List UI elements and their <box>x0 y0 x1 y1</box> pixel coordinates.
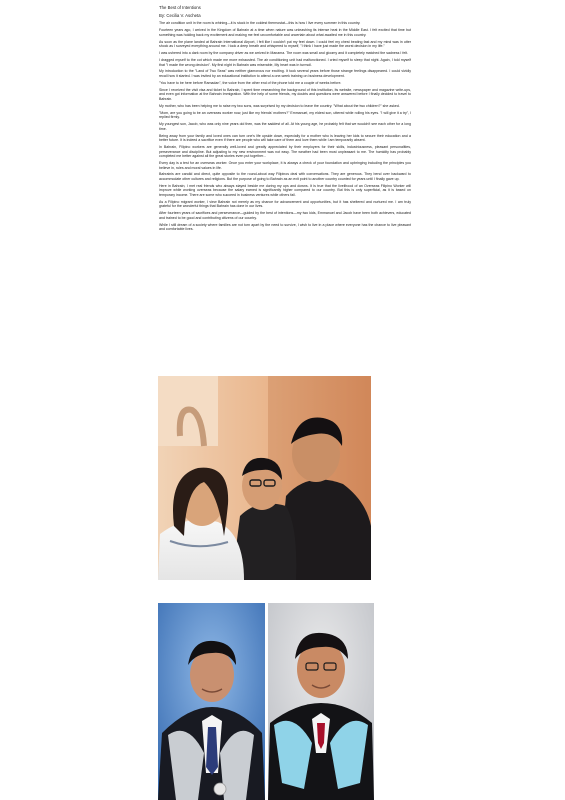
article-paragraph: I dragged myself to the cot which made me more exhausted. The air conditioning unit had malfunctioned. I cried myself to sleep that night. Again, I told myself that "I made the wrong decision". My first night in Bahrain was miserable, My heart was in turmoil. <box>159 58 411 67</box>
article-paragraph: Every day is a test for an overseas worker. Once you enter your workplace, it is always a check of your foundation and upbringing including the principles you believe in, rules and moral values in life. <box>159 160 411 170</box>
article-paragraph: The air condition unit in the room is whining—it is stuck in the coldest thermostat—this is how I live every summer in this country. <box>159 21 361 26</box>
family-photo <box>158 376 371 580</box>
article-paragraph: Since I received the visit visa and ticket to Bahrain, I spent time researching the background of this institution, its website, newspaper and magazine write-ups, and even got information at the Bahrain Immigration. With the help of some friends, my doubts and questions were answered before I finally decided to travel to Bahrain. <box>159 87 411 101</box>
article-paragraph: Fourteen years ago, I arrived in the Kingdom of Bahrain at a time when nature was unleashing its intense heat in the Middle East. I felt excited that time but something was holding back my excitement and making me feel uncomfortable and uncertain about what awaited me in this country. <box>159 28 411 37</box>
article <box>159 5 411 234</box>
article-byline: By: Cecilia V. Ascheta <box>159 13 201 19</box>
article-paragraph: My youngest son, Jacob, who was only nine years old then, was the saddest of all. At his young age, he probably felt that we wouldn't see each other for a long time. <box>159 122 411 131</box>
article-paragraph: Being away from your family and loved ones can turn one's life upside down, especially for a mother who is leaving her kids to secure their education and a better future. It is indeed a sacrifice even if there are people who will take care of them and love them while I am temporarily absent. <box>159 133 411 143</box>
article-title: The Best of Intentions <box>159 5 201 10</box>
article-paragraph: Bahrainis are candid and direct, quite opposite to the round-about way Filipinos deal with conversations. They are generous. They bend over backward to accommodate other cultures and religions. But the purpose of going to Bahrain as an exit point to another country counted for years until I finally gave up. <box>159 172 411 181</box>
graduation-photo-left <box>158 603 265 800</box>
graduation-photo-right <box>268 603 374 800</box>
article-paragraph: "Mom, are you going to be an overseas worker now, just like my friends' mothers?" Emmanuel, my eldest son, uttered while rolling his eyes. "I will give it a try", I replied firmly. <box>159 110 411 120</box>
article-paragraph: As soon as the plane landed at Bahrain International Airport, I felt like I couldn't put my feet down. I could feel my chest beating fast and my mind was in utter shock as I surveyed everything around me. I took a deep breath and whispered to myself, "I think I have just made the worst decision in my life." <box>159 39 411 49</box>
article-paragraph: As a Filipino migrant worker, I view Bahrain not merely as my chance for advancement and opportunities, but it has sheltered and nurtured me. I am truly grateful for the wonderful things that Bahrain has done in our lives. <box>159 199 411 209</box>
article-paragraph: "You have to be here before Ramadan", the voice from the other end of the phone told me a couple of weeks before. <box>159 80 342 85</box>
article-paragraph: After fourteen years of sacrifices and perseverance—guided by the best of intentions—my two kids, Emmanuel and Jacob have been both achievers, educated and trained to be good and contributing citizens of our country. <box>159 211 411 220</box>
article-paragraph: My introduction to the "Land of Two Seas" was neither glamorous nor exciting. It took several years before those strange feelings disappeared. I could vividly recall how it started. I was invited by an educational institution to attend a one-week training on business development. <box>159 69 411 79</box>
article-paragraph: My mother, who has been helping me to raise my two sons, was surprised by my decision to leave the country. "What about the two children?" she asked. <box>159 103 400 108</box>
article-paragraph: I was ushered into a dark room by the company driver as we arrived in Manama. The room was small and gloomy and it completely matched the sadness I felt. <box>159 51 409 56</box>
article-paragraph: While I still dream of a society where families are not torn apart by the need to survive, I wish to live in a place where everyone has the chance to live pleasant and comfortable lives. <box>159 222 411 232</box>
article-paragraph: In Bahrain, Filipino workers are generally well-loved and greatly appreciated by their employers for their skills, industriousness, pleasant personalities, perseverance and discipline. But adjusting to my new environment was not easy. The weather had been most unpleasant to me. The humidity has probably completed me better against all the great stories even put together... <box>159 144 411 159</box>
article-paragraph: Here in Bahrain, I met real friends who always stayed beside me during my ups and downs. It is true that the livelihood of an Overseas Filipino Worker will improve while working overseas because the salary earned is significantly higher compared to our country. But this is only superficial, as it is based on temporary income. There are some who succeed in business ventures while others fail. <box>159 183 411 197</box>
